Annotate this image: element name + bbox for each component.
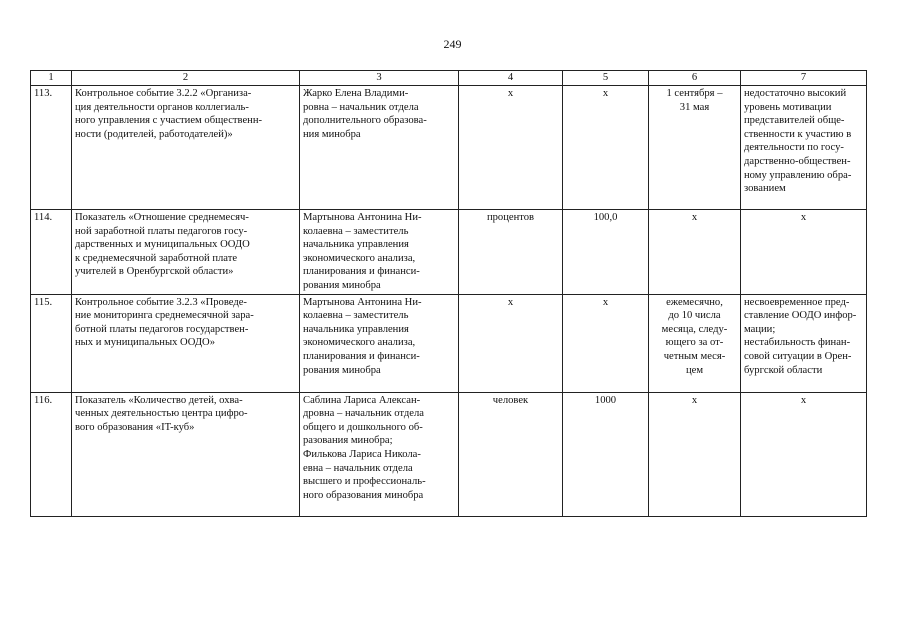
column-header: 2 [72,71,300,86]
column-header: 5 [563,71,649,86]
column-header: 4 [459,71,563,86]
deadline-cell: x [649,392,741,516]
row-number: 115. [31,294,72,392]
row-number: 116. [31,392,72,516]
header-row [31,71,867,86]
unit-cell: человек [459,392,563,516]
risks-cell: x [741,392,867,516]
row-number: 113. [31,86,72,210]
event-name-cell: Контрольное событие 3.2.3 «Проведе- ние мониторинга среднемесячной зара- ботной платы педагогов государствен- ных и муниципальных ООДО» [72,294,300,392]
responsible-cell: Мартынова Антонина Ни- колаевна – заместитель начальника управления экономического анализа, планирования и финанси- рования минобра [300,294,459,392]
risks-cell: недостаточно высокий уровень мотивации представителей обще- ственности к участию в деятельности по госу- дарственно-обществен- ному управлению обра- зованием [741,86,867,210]
value-cell: 100,0 [563,210,649,295]
responsible-cell: Саблина Лариса Алексан- дровна – начальник отдела общего и дошкольного об- разования минобра; Филькова Лариса Никола- евна – начальник отдела высшего и профессиональ- ного образования минобра [300,392,459,516]
column-header: 7 [741,71,867,86]
table-row [31,210,867,295]
row-number: 114. [31,210,72,295]
event-name-cell: Показатель «Отношение среднемесяч- ной заработной платы педагогов госу- дарственных и муниципальных ООДО к среднемесячной заработной плате учителей в Оренбургской области» [72,210,300,295]
plan-table [30,70,867,517]
risks-cell: x [741,210,867,295]
event-name-cell: Показатель «Количество детей, охва- ченных деятельностью центра цифро- вого образования «IT-куб» [72,392,300,516]
column-header: 6 [649,71,741,86]
value-cell: x [563,86,649,210]
responsible-cell: Мартынова Антонина Ни- колаевна – заместитель начальника управления экономического анализа, планирования и финанси- рования минобра [300,210,459,295]
page-number: 249 [443,37,462,51]
responsible-cell: Жарко Елена Владими- ровна – начальник отдела дополнительного образова- ния минобра [300,86,459,210]
table-row [31,86,867,210]
unit-cell: x [459,86,563,210]
column-header: 1 [31,71,72,86]
value-cell: x [563,294,649,392]
value-cell: 1000 [563,392,649,516]
table-row [31,392,867,516]
column-header: 3 [300,71,459,86]
unit-cell: x [459,294,563,392]
risks-cell: несвоевременное пред- ставление ООДО инфор- мации; нестабильность финан- совой ситуации в Орен- бургской области [741,294,867,392]
table-row [31,294,867,392]
deadline-cell: x [649,210,741,295]
deadline-cell: ежемесячно, до 10 числа месяца, следу- ющего за от- четным меся- цем [649,294,741,392]
event-name-cell: Контрольное событие 3.2.2 «Организа- ция деятельности органов коллегиаль- ного управления с участием общественн- ности (родителей, работодателей)» [72,86,300,210]
deadline-cell: 1 сентября – 31 мая [649,86,741,210]
unit-cell: процентов [459,210,563,295]
